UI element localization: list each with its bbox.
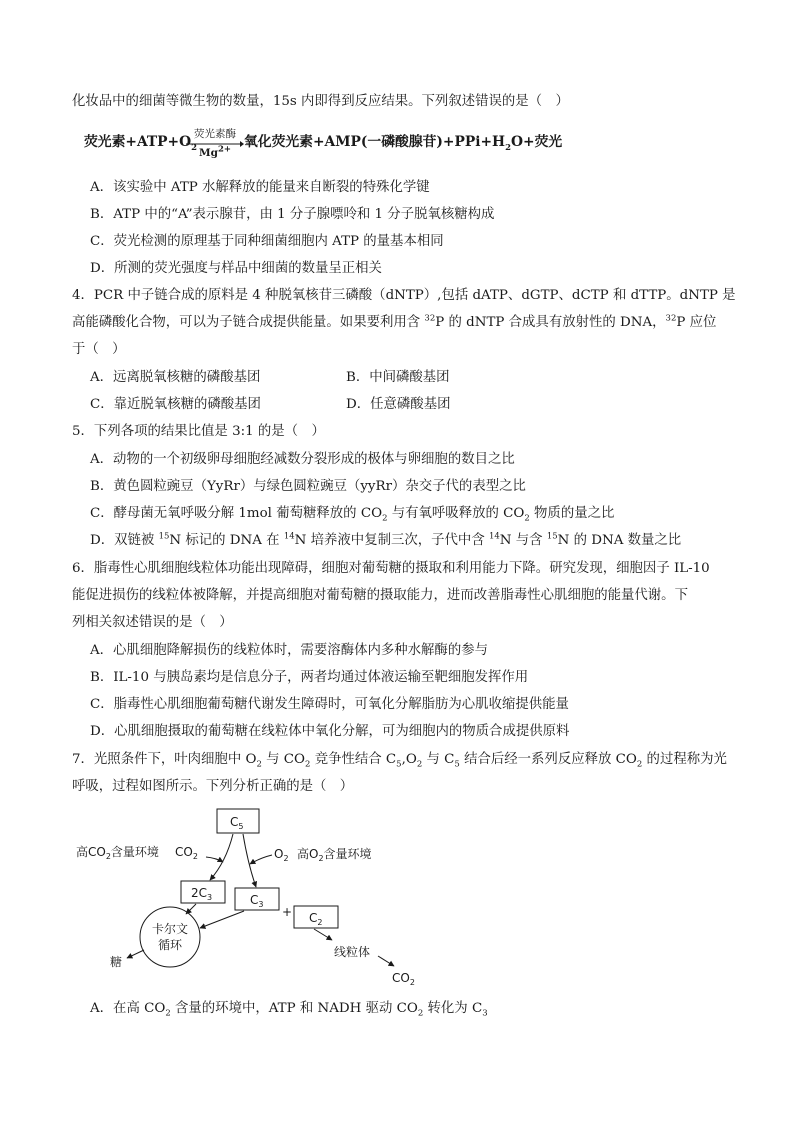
q6-option-c: C．脂毒性心肌细胞葡萄糖代谢发生障碍时，可氧化分解脂肪为心肌收缩提供能量 — [90, 697, 569, 712]
o2-label: $O_2$ — [274, 847, 289, 863]
q3-equation: 荧光素$+ATP+O_2$ — [84, 134, 198, 153]
sugar-label: 糖 — [110, 955, 123, 969]
mitochondrion-label: 线粒体 — [334, 945, 371, 959]
q6-stem-line2: 能促进损伤的线粒体被降解，并提高细胞对葡萄糖的摄取能力，进而改善脂毒性心肌细胞的能量代谢。下 — [72, 588, 688, 603]
c2-label: $C_2$ — [309, 911, 323, 927]
q5-option-d: D．双链被 $^{15}$N 标记的 DNA 在 $^{14}$N 培养液中复制三次，子代中含 $^{14}$N 与含 $^{15}$N 的 DNA 数量之比 — [90, 531, 682, 548]
reaction-arrow — [186, 128, 244, 162]
q5-option-b: B．黄色圆粒豌豆（YyRr）与绿色圆粒豌豆（yyRr）杂交子代的表型之比 — [90, 479, 526, 494]
q3-option-a: A．该实验中 ATP 水解释放的能量来自断裂的特殊化学键 — [90, 180, 430, 195]
co2-label: $CO_2$ — [175, 845, 198, 861]
q4-option-d: D．任意磷酸基团 — [346, 397, 451, 412]
q7-stem-line2: 呼吸，过程如图所示。下列分析正确的是（ ） — [72, 779, 354, 794]
q6-stem-line3: 列相关叙述错误的是（ ） — [72, 615, 233, 630]
q7-option-a: A．在高 $CO_2$ 含量的环境中，ATP 和 NADH 驱动 $CO_2$ 转化为 $C_3$ — [90, 1001, 488, 1019]
q4-stem-line3: 于（ ） — [72, 342, 126, 357]
q4-stem-line1: 4．PCR 中子链合成的原料是 4 种脱氧核苷三磷酸（dNTP）,包括 dATP、dGTP、dCTP 和 dTTP。dNTP 是 — [72, 288, 736, 303]
q5-option-c: C．酵母菌无氧呼吸分解 1mol 葡萄糖释放的 $CO_2$ 与有氧呼吸释放的 $CO_2$ 物质的量之比 — [90, 506, 615, 524]
c3-label: $C_3$ — [250, 893, 264, 909]
high-o2-label: 高$O_2$含量环境 — [297, 847, 372, 863]
calvin-cycle-label-1: 卡尔文 — [151, 922, 189, 936]
q5-option-a: A．动物的一个初级卵母细胞经减数分裂形成的极体与卵细胞的数目之比 — [90, 452, 515, 467]
q6-option-d: D．心肌细胞摄取的葡萄糖在线粒体中氧化分解，可为细胞内的物质合成提供原料 — [90, 724, 570, 739]
q3-equation-products: 氧化荧光素+AMP(一磷酸腺苷)$+PPi+H_2O+$荧光 — [244, 134, 563, 153]
q5-stem: 5．下列各项的结果比值是 3:1 的是（ ） — [72, 424, 325, 439]
q4-option-a: A．远离脱氧核糖的磷酸基团 — [90, 370, 261, 385]
cofactor-label: $Mg^{2+}$ — [198, 144, 231, 159]
high-co2-label: 高$CO_2$含量环境 — [76, 845, 159, 861]
q3-option-c: C．荧光检测的原理基于同种细菌细胞内 ATP 的量基本相同 — [90, 234, 444, 249]
enzyme-label: 荧光素酶 — [194, 128, 236, 140]
co2-output-label: $CO_2$ — [392, 971, 415, 987]
calvin-cycle-circle — [140, 907, 200, 967]
c5-label: $C_5$ — [230, 815, 244, 831]
two-c3-label: $2C_3$ — [191, 886, 213, 902]
q6-option-b: B．IL-10 与胰岛素均是信息分子，两者均通过体液运输至靶细胞发挥作用 — [90, 670, 529, 685]
q3-option-d: D．所测的荧光强度与样品中细菌的数量呈正相关 — [90, 261, 382, 276]
q7-stem-line1: 7．光照条件下，叶肉细胞中 $O_2$ 与 $CO_2$ 竞争性结合 $C_5,O_2$ 与 $C_5$ 结合后经一系列反应释放 $CO_2$ 的过程称为光 — [72, 752, 727, 770]
q4-option-c: C．靠近脱氧核糖的磷酸基团 — [90, 397, 261, 412]
q3-option-b: B．ATP 中的“A”表示腺苷，由 1 分子腺嘌呤和 1 分子脱氧核糖构成 — [90, 207, 495, 222]
q3-stem: 化妆品中的细菌等微生物的数量，15s 内即得到反应结果。下列叙述错误的是（ ） — [72, 94, 569, 109]
calvin-cycle-label-2: 循环 — [157, 938, 183, 952]
q6-option-a: A．心肌细胞降解损伤的线粒体时，需要溶酶体内多种水解酶的参与 — [90, 643, 488, 658]
q4-stem-line2: 高能磷酸化合物，可以为子链合成提供能量。如果要利用含 $^{32}$P 的 dNTP 合成具有放射性的 DNA，$^{32}$P 应位 — [72, 313, 717, 330]
photorespiration-diagram — [60, 800, 420, 990]
plus-sign: + — [282, 905, 293, 919]
q6-stem-line1: 6．脂毒性心肌细胞线粒体功能出现障碍，细胞对葡萄糖的摄取和利用能力下降。研究发现，细胞因子 IL-10 — [72, 561, 710, 576]
q4-option-b: B．中间磷酸基团 — [346, 370, 450, 385]
